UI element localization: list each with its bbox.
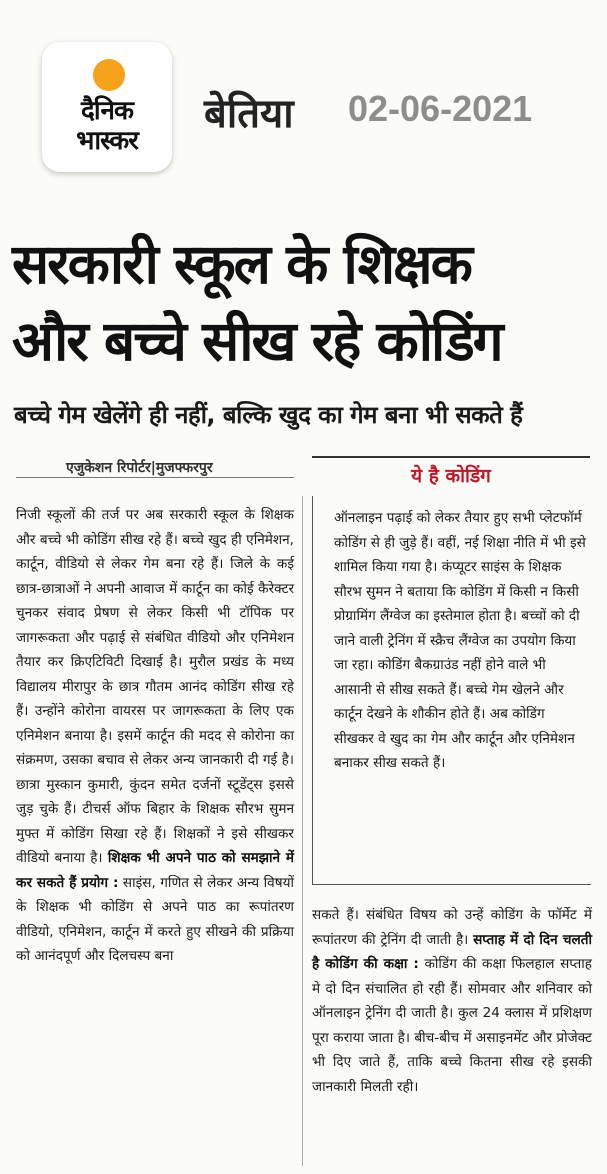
sidebar-title: ये है कोडिंग (411, 465, 491, 487)
article-column-right (312, 903, 592, 1099)
section-body-teachers: साइंस, गणित से लेकर अन्य विषयों के शिक्षक भी कोडिंग से अपने पाठ का रूपांतरण वीडियो, एनिमेशन, कार्टून में करते हुए सीखने की प्रक्रिया को आनंदपूर्ण और दिलचस्प बना (16, 874, 294, 964)
byline: एजुकेशन रिपोर्टर|मुजफ्फरपुर (66, 460, 213, 476)
edition-date: 02-06-2021 (348, 88, 533, 129)
section-body-classes: कोडिंग की कक्षा फिलहाल सप्ताह मे दो दिन संचालित हो रही हैं। सोमवार और शनिवार को ऑनलाइन ट्रेनिंग दी जाती है। कुल 24 क्लास में प्रशिक्षण पूरा कराया जाता है। बीच-बीच में असाइनमेंट और प्रोजेक्ट भी दिए जाते हैं, ताकि बच्चे कितना सीख रहे इसकी जानकारी मिलती रही। (312, 956, 592, 1095)
sun-icon (93, 59, 125, 91)
article-body-left: निजी स्कूलों की तर्ज पर अब सरकारी स्कूल के शिक्षक और बच्चे भी कोडिंग सीख रहे हैं। बच्चे खुद ही एनिमेशन, कार्टून, वीडियो से लेकर गेम बना रहे हैं। जिले के कई छात्र-छात्राओं ने अपनी आवाज में कार्टून का कोई कैरेक्टर चुनकर संवाद प्रेषण से लेकर किसी भी टॉपिक पर जागरूकता और पढ़ाई से संबंधित वीडियो और एनिमेशन तैयार कर क्रिएटिविटी दिखाई है। मुरौल प्रखंड के मध्य विद्यालय मीरापुर के छात्र गौतम आनंद कोडिंग सीख रहे हैं। उन्होंने कोरोना वायरस पर जागरूकता के लिए एक एनिमेशन बनाया है। इसमें कार्टून की मदद से कोरोना का संक्रमण, उसका बचाव से लेकर अन्य जानकारी दी गई है। छात्रा मुस्कान कुमारी, कुंदन समेत दर्जनों स्टूडेंट्स इससे जुड़ चुके हैं। टीचर्स ऑफ बिहार के शिक्षक सौरभ सुमन मुफ्त में कोडिंग सिखा रहे हैं। शिक्षकों ने इसे सीखकर वीडियो बनाया है। (16, 507, 294, 866)
sidebar-top-rule (312, 456, 590, 458)
city-name: बेतिया (204, 91, 294, 137)
article-column-left (16, 503, 294, 969)
article-body-right: सकते हैं। संबंधित विषय को उन्हें कोडिंग के फॉर्मेट में रूपांतरण की ट्रेनिंग दी जाती है। (312, 907, 592, 948)
section-heading-teachers: शिक्षक भी अपने पाठ को समझाने में कर सकते हैं प्रयोग : (16, 850, 294, 891)
logo-text-line2: भास्कर (76, 126, 138, 156)
headline (12, 226, 602, 380)
headline-line2: और बच्चे सीख रहे कोडिंग (12, 309, 502, 373)
dainik-bhaskar-logo (42, 42, 172, 172)
byline-divider (16, 477, 294, 478)
sidebar-body: ऑनलाइन पढ़ाई को लेकर तैयार हुए सभी प्लेटफॉर्म कोडिंग से ही जुड़े हैं। वहीं, नई शिक्षा नीति में भी इसे शामिल किया गया है। कंप्यूटर साइंस के शिक्षक सौरभ सुमन ने बताया कि कोडिंग में किसी न किसी प्रोग्रामिंग लैंग्वेज का इस्तेमाल होता है। बच्चों को दी जाने वाली ट्रेनिंग में स्क्रैच लैंग्वेज का उपयोग किया जा रहा। कोडिंग बैकग्राउंड नहीं होने वाले भी आसानी से सीख सकते हैं। बच्चे गेम खेलने और कार्टून देखने के शौकीन होते हैं। अब कोडिंग सीखकर वे खुद का गेम और कार्टून और एनिमेशन बनाकर सीख सकते हैं। (334, 510, 586, 771)
headline-line1: सरकारी स्कूल के शिक्षक (12, 232, 471, 296)
column-separator (302, 496, 303, 1166)
subheadline: बच्चे गेम खेलेंगे ही नहीं, बल्कि खुद का गेम बना भी सकते हैं (14, 401, 523, 429)
logo-text-line1: दैनिक (81, 96, 133, 126)
section-heading-classes: सप्ताह में दो दिन चलती है कोडिंग की कक्षा : (312, 931, 592, 972)
